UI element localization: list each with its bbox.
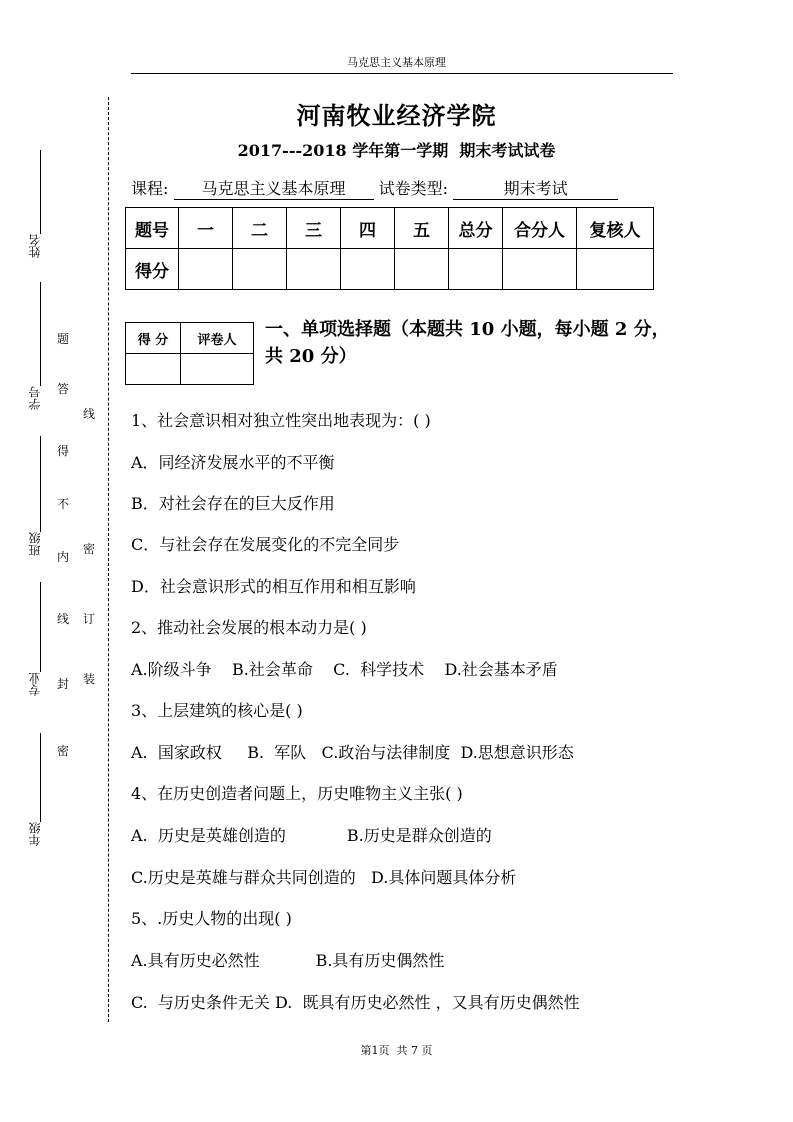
major-blank[interactable]: [40, 582, 41, 672]
seal-char: 答: [57, 382, 70, 396]
type-label: 试卷类型:: [378, 179, 448, 198]
name-blank[interactable]: [40, 150, 41, 234]
option-row: A.阶级斗争 B.社会革命 C. 科学技术 D.社会基本矛盾: [131, 660, 558, 679]
score-value-row: [126, 249, 654, 290]
score-header-cell: 复核人: [577, 208, 654, 249]
grader-name-cell[interactable]: [181, 354, 254, 385]
score-cell[interactable]: [287, 249, 341, 290]
question: 5、.历史人物的出现( ): [131, 909, 292, 928]
question: 4、在历史创造者问题上，历史唯物主义主张( ): [131, 784, 463, 803]
seal-char: 线: [57, 612, 70, 626]
option: A．同经济发展水平的不平衡: [131, 453, 335, 472]
seal-char: 封: [57, 677, 70, 691]
score-header-cell: 四: [341, 208, 395, 249]
question: 1、社会意识相对独立性突出地表现为：( ): [131, 411, 431, 430]
course-line: [131, 176, 618, 200]
grader-box: [125, 322, 254, 385]
option-row: A.具有历史必然性 B.具有历史偶然性: [131, 951, 445, 970]
course-value: 马克思主义基本原理: [174, 176, 374, 200]
name-label: 姓名: [28, 234, 42, 258]
section-title: 一、单项选择题（本题共 10 小题，每小题 2 分，共 20 分）: [265, 319, 670, 367]
running-header: 马克思主义基本原理: [347, 56, 446, 69]
score-cell[interactable]: [577, 249, 654, 290]
option: D．社会意识形式的相互作用和相互影响: [131, 577, 416, 596]
option-row: A. 国家政权 B. 军队 C.政治与法律制度 D.思想意识形态: [131, 743, 574, 762]
exam-subtitle: 2017---2018 学年第一学期 期末考试试卷: [237, 141, 556, 160]
question: 2、推动社会发展的根本动力是( ): [131, 618, 367, 637]
student-id-blank[interactable]: [40, 282, 41, 386]
seal-char: 密: [57, 744, 70, 758]
option: C．与社会存在发展变化的不完全同步: [131, 535, 400, 554]
page-footer: 第1页 共 7 页: [360, 1044, 433, 1057]
score-cell[interactable]: [233, 249, 287, 290]
option-row: C. 与历史条件无关 D. 既具有历史必然性 ，又具有历史偶然性: [131, 993, 580, 1012]
course-label: 课程:: [131, 179, 169, 198]
seal-char: 内: [57, 550, 70, 564]
major-label: 专业: [28, 672, 42, 696]
grade-blank[interactable]: [40, 733, 41, 822]
type-value: 期末考试: [453, 176, 618, 200]
header-rule: [131, 73, 673, 74]
seal-char: 装: [83, 672, 96, 686]
option: B．对社会存在的巨大反作用: [131, 494, 335, 513]
binding-dashed-line: [108, 97, 109, 1022]
score-header-cell: 三: [287, 208, 341, 249]
score-table: [125, 207, 654, 290]
score-header-cell: 合分人: [503, 208, 577, 249]
score-header-cell: 总分: [449, 208, 503, 249]
score-cell[interactable]: [395, 249, 449, 290]
seal-char: 题: [57, 332, 70, 346]
class-blank[interactable]: [40, 436, 41, 532]
score-header-cell: 二: [233, 208, 287, 249]
score-cell[interactable]: [341, 249, 395, 290]
grader-score-cell[interactable]: [126, 354, 181, 385]
score-cell[interactable]: [449, 249, 503, 290]
grade-label: 年级: [28, 822, 42, 846]
student-id-label: 学号: [28, 386, 42, 410]
option-row: A. 历史是英雄创造的 B.历史是群众创造的: [131, 826, 492, 845]
option-row: C.历史是英雄与群众共同创造的 D.具体问题具体分析: [131, 868, 517, 887]
school-name: 河南牧业经济学院: [296, 101, 497, 130]
score-row-label: 得分: [126, 249, 179, 290]
score-header-cell: 一: [179, 208, 233, 249]
question: 3、上层建筑的核心是( ): [131, 701, 303, 720]
score-cell[interactable]: [503, 249, 577, 290]
score-header-cell: 五: [395, 208, 449, 249]
score-header-cell: 题号: [126, 208, 179, 249]
grader-score-label: 得 分: [126, 323, 181, 354]
grader-name-label: 评卷人: [181, 323, 254, 354]
class-label: 班级: [28, 532, 42, 556]
score-cell[interactable]: [179, 249, 233, 290]
seal-char: 线: [83, 407, 96, 421]
seal-char: 密: [83, 542, 96, 556]
seal-char: 订: [83, 612, 96, 626]
score-header-row: [126, 208, 654, 249]
seal-char: 得: [57, 444, 70, 458]
seal-char: 不: [57, 497, 70, 511]
